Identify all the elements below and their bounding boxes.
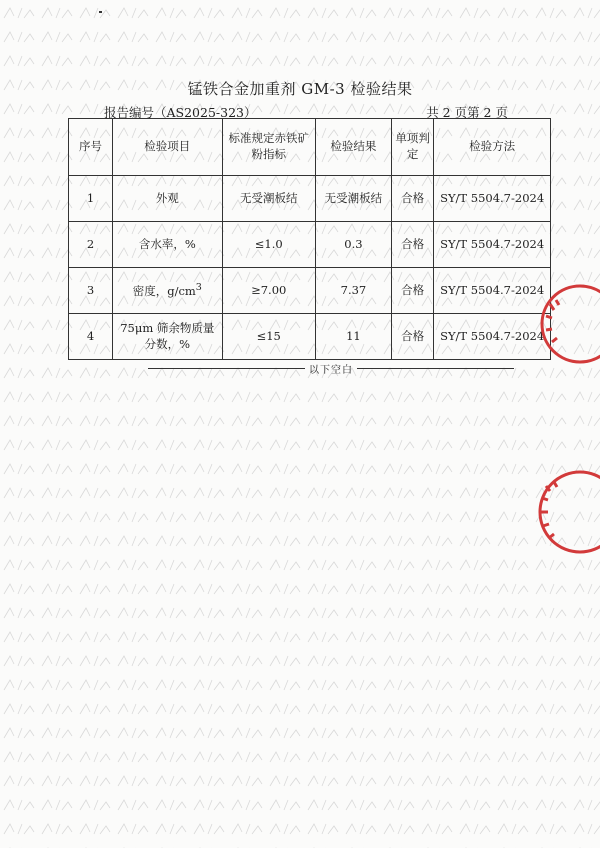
cell-method: SY/T 5504.7-2024 xyxy=(434,222,551,268)
cell-item xyxy=(113,268,223,314)
cell-standard: ≤15 xyxy=(222,314,315,360)
cell-method: SY/T 5504.7-2024 xyxy=(434,176,551,222)
cell-method: SY/T 5504.7-2024 xyxy=(434,268,551,314)
table-header-row xyxy=(69,119,551,176)
header-item: 检验项目 xyxy=(113,119,223,176)
divider-right xyxy=(357,368,514,369)
table-row xyxy=(69,314,551,360)
divider-left xyxy=(148,368,305,369)
page-indicator: 共 2 页第 2 页 xyxy=(426,105,508,120)
cell-item: 75μm 筛余物质量分数，% xyxy=(113,314,223,360)
cell-item: 外观 xyxy=(113,176,223,222)
header-standard: 标准规定赤铁矿粉指标 xyxy=(222,119,315,176)
results-table xyxy=(68,118,551,360)
cell-no: 2 xyxy=(69,222,113,268)
cell-judgement: 合格 xyxy=(391,268,433,314)
cell-method: SY/T 5504.7-2024 xyxy=(434,314,551,360)
cell-item: 含水率，% xyxy=(113,222,223,268)
unit-superscript: 3 xyxy=(195,281,202,293)
report-number: 报告编号（AS2025-323） xyxy=(104,105,257,120)
header-no: 序号 xyxy=(69,119,113,176)
page-title: 锰铁合金加重剂 GM-3 检验结果 xyxy=(187,80,413,98)
cell-standard: ≤1.0 xyxy=(222,222,315,268)
header-method: 检验方法 xyxy=(434,119,551,176)
header-judgement: 单项判定 xyxy=(391,119,433,176)
cell-judgement: 合格 xyxy=(391,314,433,360)
blank-below-marker xyxy=(148,361,514,375)
cell-item-text: 密度，g/cm xyxy=(132,283,196,298)
cell-result: 0.3 xyxy=(315,222,391,268)
cell-result: 7.37 xyxy=(315,268,391,314)
table-row xyxy=(69,268,551,314)
cell-standard: ≥7.00 xyxy=(222,268,315,314)
cell-no: 1 xyxy=(69,176,113,222)
cell-no: 3 xyxy=(69,268,113,314)
table-row xyxy=(69,176,551,222)
cell-no: 4 xyxy=(69,314,113,360)
cell-judgement: 合格 xyxy=(391,176,433,222)
header-result: 检验结果 xyxy=(315,119,391,176)
cell-result: 11 xyxy=(315,314,391,360)
cell-result: 无受潮板结 xyxy=(315,176,391,222)
cell-standard: 无受潮板结 xyxy=(222,176,315,222)
table-row xyxy=(69,222,551,268)
seal-stamp-bottom xyxy=(524,462,600,562)
ink-dot xyxy=(99,11,102,13)
cell-judgement: 合格 xyxy=(391,222,433,268)
blank-below-text: 以下空白 xyxy=(309,364,353,376)
